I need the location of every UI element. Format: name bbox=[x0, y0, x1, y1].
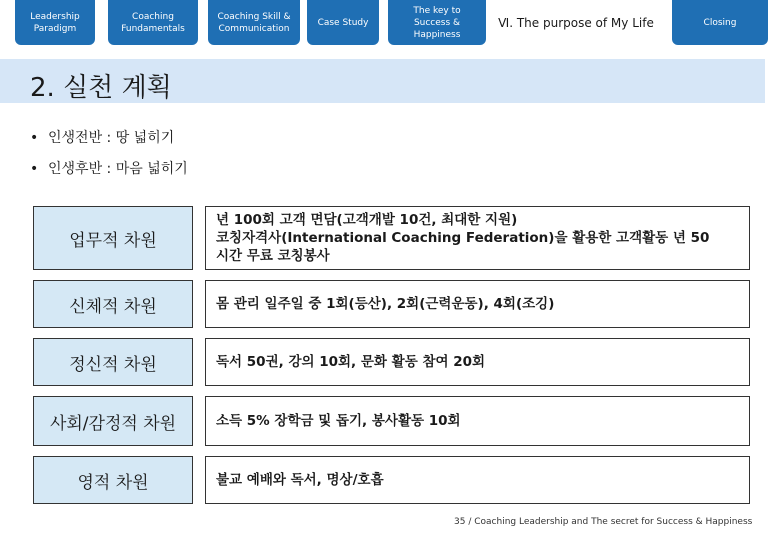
plan-desc-spiritual bbox=[205, 456, 750, 504]
tab-closing[interactable]: Closing bbox=[672, 0, 768, 45]
plan-desc-text: 불교 예배와 독서, 명상/호흡 bbox=[216, 472, 384, 488]
title-bar bbox=[0, 59, 765, 103]
plan-desc-mental bbox=[205, 338, 750, 386]
plan-desc-social-emotional bbox=[205, 396, 750, 446]
footer-separator: / bbox=[468, 517, 475, 527]
bullet-text: 인생후반 : 마음 넓히기 bbox=[48, 161, 188, 177]
tab-key-to-success[interactable]: The key to Success & Happiness bbox=[388, 0, 486, 45]
footer bbox=[454, 517, 752, 527]
bullet-item bbox=[30, 127, 174, 147]
plan-desc-work bbox=[205, 206, 750, 270]
plan-desc-text: 독서 50권, 강의 10회, 문화 활동 참여 20회 bbox=[216, 354, 486, 370]
page-number: 35 bbox=[454, 517, 466, 527]
plan-desc-text: 년 100회 고객 면담(고객개발 10건, 최대한 지원) 코칭자격사(International Coaching Federation)을 활용한 고객활동 년 50 시간 무료 코칭봉사 bbox=[216, 212, 710, 264]
bullet-dot-icon: • bbox=[30, 130, 39, 146]
bullet-text: 인생전반 : 땅 넓히기 bbox=[48, 130, 175, 146]
plan-label-spiritual: 영적 차원 bbox=[33, 456, 193, 504]
tab-purpose-of-my-life[interactable]: Ⅵ. The purpose of My Life bbox=[488, 0, 664, 45]
plan-label-physical: 신체적 차원 bbox=[33, 280, 193, 328]
tab-coaching-skill-communication[interactable]: Coaching Skill & Communication bbox=[208, 0, 300, 45]
tab-case-study[interactable]: Case Study bbox=[307, 0, 379, 45]
plan-desc-physical bbox=[205, 280, 750, 328]
plan-desc-text: 소득 5% 장학금 및 돕기, 봉사활동 10회 bbox=[216, 413, 461, 429]
page-title: 2. 실천 계획 bbox=[30, 73, 172, 103]
footer-text: Coaching Leadership and The secret for Success & Happiness bbox=[474, 517, 753, 527]
tab-leadership-paradigm[interactable]: Leadership Paradigm bbox=[15, 0, 95, 45]
bullet-dot-icon: • bbox=[30, 161, 39, 177]
bullet-item bbox=[30, 158, 188, 178]
plan-desc-text: 몸 관리 일주일 중 1회(등산), 2회(근력운동), 4회(조깅) bbox=[216, 296, 555, 312]
top-nav-tabs bbox=[0, 0, 780, 45]
plan-label-mental: 정신적 차원 bbox=[33, 338, 193, 386]
tab-coaching-fundamentals[interactable]: Coaching Fundamentals bbox=[108, 0, 198, 45]
plan-label-social-emotional: 사회/감정적 차원 bbox=[33, 396, 193, 446]
plan-label-work: 업무적 차원 bbox=[33, 206, 193, 270]
